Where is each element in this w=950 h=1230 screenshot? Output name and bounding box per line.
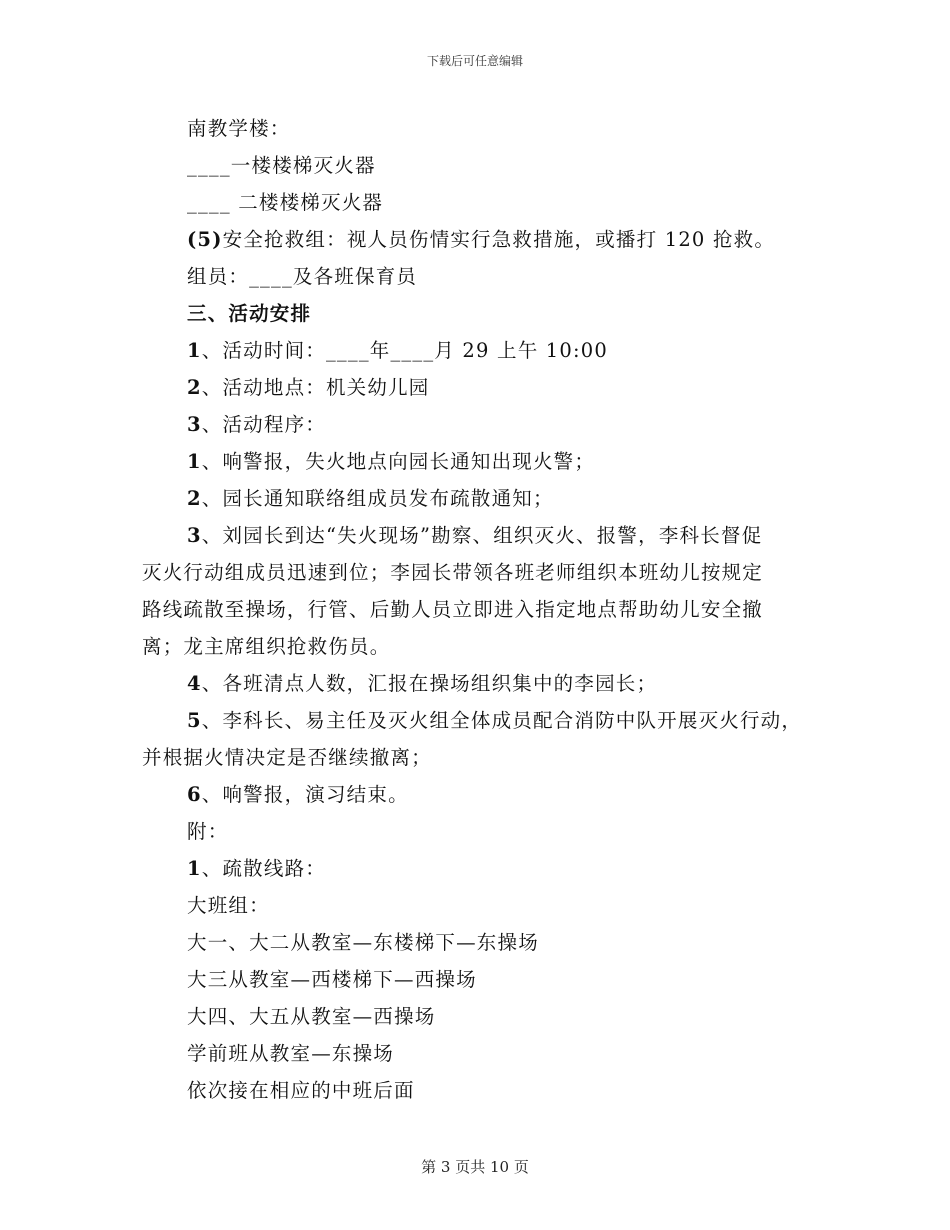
list-text: 、刘园长到达“失火现场”勘察、组织灭火、报警，李科长督促 xyxy=(201,524,763,547)
list-number: 3 xyxy=(187,413,202,436)
paragraph-line xyxy=(142,665,822,702)
paragraph-line xyxy=(142,332,822,369)
paragraph-line: 灭火行动组成员迅速到位；李园长带领各班老师组织本班幼儿按规定 xyxy=(142,561,764,584)
list-text: 安全抢救组：视人员伤情实行急救措施，或播打 120 抢救。 xyxy=(222,228,776,251)
paragraph-line: ____ 二楼楼梯灭火器 xyxy=(187,191,384,214)
paragraph-line: 南教学楼： xyxy=(187,117,291,140)
page-footer: 第 3 页共 10 页 xyxy=(421,1158,529,1176)
paragraph-line: 依次接在相应的中班后面 xyxy=(187,1079,415,1102)
paragraph-line: ____一楼楼梯灭火器 xyxy=(187,154,376,177)
paragraph-line: 大班组： xyxy=(187,894,270,917)
page-header: 下载后可任意编辑 xyxy=(426,54,523,68)
list-number: 1 xyxy=(187,450,202,473)
paragraph-line xyxy=(142,221,822,258)
list-number: 3 xyxy=(187,524,202,547)
paragraph-line: 附： xyxy=(187,820,229,843)
document-body xyxy=(142,110,822,1109)
paragraph-line: 离；龙主席组织抢救伤员。 xyxy=(142,635,391,658)
paragraph-line: 大四、大五从教室—西操场 xyxy=(187,1005,436,1028)
list-number: 6 xyxy=(187,783,202,806)
list-number: 2 xyxy=(187,487,202,510)
paragraph-line: 组员：____及各班保育员 xyxy=(187,265,418,288)
paragraph-line: 学前班从教室—东操场 xyxy=(187,1042,395,1065)
list-text: 、李科长、易主任及灭火组全体成员配合消防中队开展灭火行动， xyxy=(201,709,803,732)
paragraph-line: 路线疏散至操场，行管、后勤人员立即进入指定地点帮助幼儿安全撤 xyxy=(142,598,764,621)
list-text: 、响警报，演习结束。 xyxy=(201,783,409,806)
paragraph-line xyxy=(142,480,822,517)
paragraph-line xyxy=(142,776,822,813)
paragraph-line: 并根据火情决定是否继续撤离； xyxy=(142,746,432,769)
list-number: 5 xyxy=(187,709,202,732)
list-number: (5) xyxy=(187,228,223,251)
section-heading: 三、活动安排 xyxy=(187,302,312,325)
list-text: 、疏散线路： xyxy=(201,857,326,880)
paragraph-line xyxy=(142,517,822,554)
list-number: 1 xyxy=(187,857,202,880)
list-number: 4 xyxy=(187,672,202,695)
paragraph-line xyxy=(142,850,822,887)
paragraph-line xyxy=(142,702,822,739)
paragraph-line xyxy=(142,369,822,406)
paragraph-line xyxy=(142,406,822,443)
list-text: 、活动程序： xyxy=(201,413,326,436)
paragraph-line xyxy=(142,443,822,480)
list-number: 1 xyxy=(187,339,202,362)
list-text: 、活动时间：____年____月 29 上午 10:00 xyxy=(201,339,608,362)
list-text: 、园长通知联络组成员发布疏散通知； xyxy=(201,487,554,510)
paragraph-line: 大三从教室—西楼梯下—西操场 xyxy=(187,968,477,991)
list-number: 2 xyxy=(187,376,202,399)
paragraph-line: 大一、大二从教室—东楼梯下—东操场 xyxy=(187,931,539,954)
list-text: 、响警报，失火地点向园长通知出现火警； xyxy=(201,450,596,473)
list-text: 、活动地点：机关幼儿园 xyxy=(201,376,430,399)
list-text: 、各班清点人数，汇报在操场组织集中的李园长； xyxy=(201,672,658,695)
